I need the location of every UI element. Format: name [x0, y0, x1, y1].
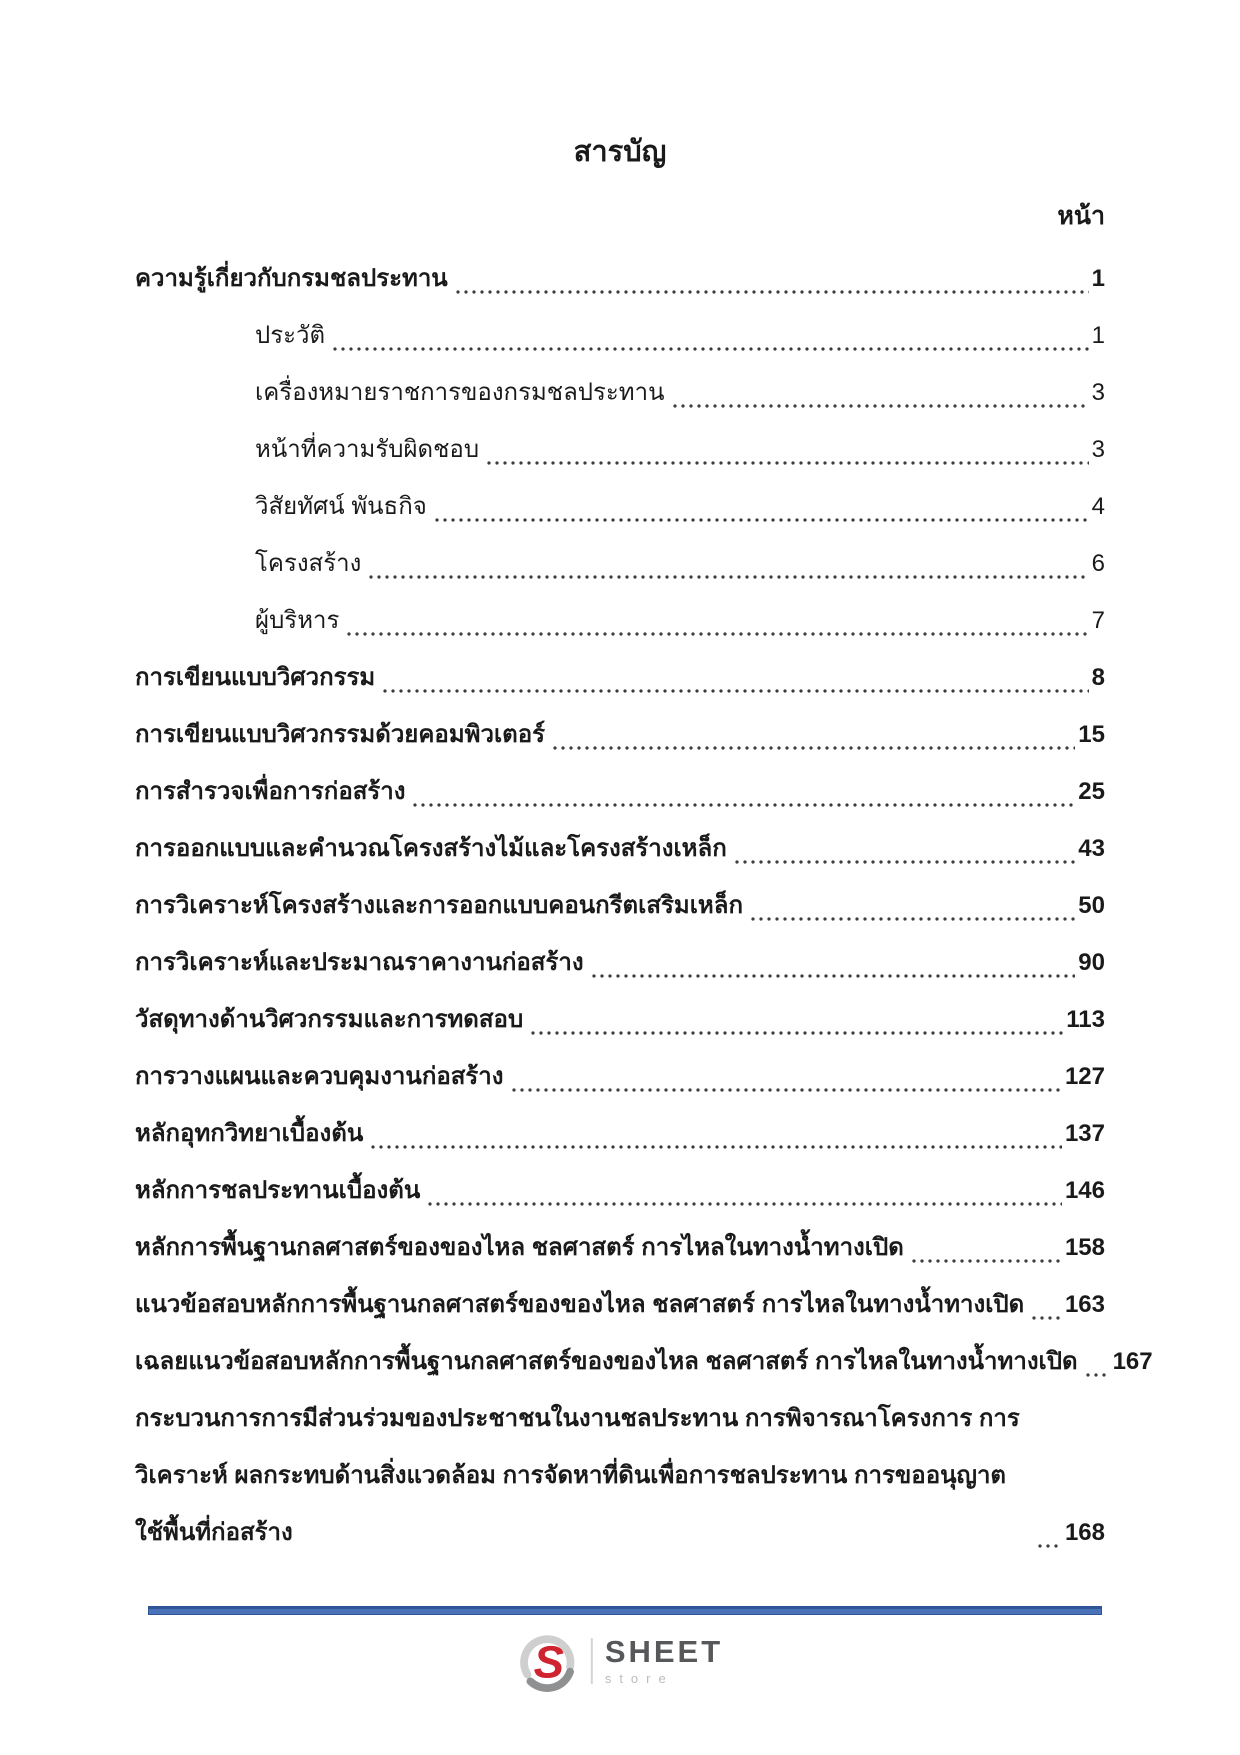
toc-entry-page: 43: [1078, 835, 1105, 862]
dot-leader: [910, 1219, 1062, 1276]
dot-leader: [733, 820, 1076, 877]
toc-entry-label: การวางแผนและควบคุมงานก่อสร้าง: [135, 1063, 504, 1090]
toc-list: [135, 250, 1153, 1561]
toc-entry-page: 50: [1078, 892, 1105, 919]
toc-entry-label: ผู้บริหาร: [255, 607, 340, 634]
toc-entry-page: 168: [1064, 1519, 1105, 1546]
toc-entry-page: 167: [1112, 1348, 1153, 1375]
toc-entry-label: การสำรวจเพื่อการก่อสร้าง: [135, 778, 406, 805]
toc-entry: [135, 820, 1105, 877]
toc-entry-label: ความรู้เกี่ยวกับกรมชลประทาน: [135, 265, 448, 292]
toc-entry-label: โครงสร้าง: [255, 550, 362, 577]
toc-entry: [135, 1048, 1105, 1105]
sheet-store-s-icon: [517, 1630, 579, 1692]
dot-leader: [590, 934, 1076, 991]
toc-entry-page: 113: [1066, 1006, 1105, 1033]
toc-entry: [135, 592, 1105, 649]
toc-entry-label: การวิเคราะห์และประมาณราคางานก่อสร้าง: [135, 949, 584, 976]
toc-entry-page: 163: [1064, 1291, 1105, 1318]
toc-entry-label: วัสดุทางด้านวิศวกรรมและการทดสอบ: [135, 1006, 524, 1033]
toc-entry: [135, 763, 1105, 820]
toc-entry-label: หลักการชลประทานเบื้องต้น: [135, 1177, 421, 1204]
dot-leader: [331, 307, 1089, 364]
dot-leader: [510, 1048, 1062, 1105]
toc-entry: [135, 250, 1105, 307]
toc-entry-label: การออกแบบและคำนวณโครงสร้างไม้และโครงสร้างเหล็ก: [135, 835, 727, 862]
page-title: สารบัญ: [573, 136, 667, 168]
svg-text:S: S: [533, 1636, 564, 1688]
dot-leader: [454, 250, 1089, 307]
toc-entry-page: 158: [1064, 1234, 1105, 1261]
toc-entry: [135, 421, 1105, 478]
toc-entry-page: 3: [1091, 379, 1105, 406]
toc-entry: [135, 1162, 1105, 1219]
toc-entry-label: หลักอุทกวิทยาเบื้องต้น: [135, 1120, 364, 1147]
toc-entry: [135, 706, 1105, 763]
toc-entry: [135, 307, 1105, 364]
logo-brand-text: SHEET: [604, 1634, 724, 1670]
footer-divider: [148, 1606, 1102, 1615]
toc-entry-label: การเขียนแบบวิศวกรรม: [135, 664, 376, 691]
toc-entry: [135, 1390, 1105, 1561]
toc-entry: [135, 364, 1105, 421]
dot-leader: [551, 706, 1075, 763]
footer-logo: [517, 1630, 723, 1692]
toc-entry: [135, 649, 1105, 706]
toc-entry-page: 6: [1091, 550, 1105, 577]
dot-leader: [529, 991, 1063, 1048]
toc-entry: [135, 1333, 1153, 1390]
toc-entry-label: หน้าที่ความรับผิดชอบ: [255, 436, 480, 463]
dot-leader: [485, 421, 1089, 478]
toc-entry-label: เฉลยแนวข้อสอบหลักการพื้นฐานกลศาสตร์ของของไหล ชลศาสตร์ การไหลในทางน้ำทางเปิด: [135, 1348, 1078, 1375]
toc-entry-page: 15: [1078, 721, 1105, 748]
dot-leader: [369, 1105, 1062, 1162]
dot-leader: [1084, 1333, 1110, 1390]
toc-entry-page: 146: [1064, 1177, 1105, 1204]
dot-leader: [749, 877, 1075, 934]
toc-entry: [135, 877, 1105, 934]
toc-entry: [135, 934, 1105, 991]
toc-entry-page: 1: [1091, 265, 1105, 292]
toc-entry: [135, 1276, 1105, 1333]
toc-entry-page: 8: [1091, 664, 1105, 691]
toc-entry-label: เครื่องหมายราชการของกรมชลประทาน: [255, 379, 665, 406]
toc-entry-label: กระบวนการการมีส่วนร่วมของประชาชนในงานชลประทาน การพิจารณาโครงการ การวิเคราะห์ ผลกระทบด้านสิ่งแวดล้อม การจัดหาที่ดินเพื่อการชลประทาน การขออนุญาตใช้พื้นที่ก่อสร้าง: [135, 1405, 1020, 1546]
toc-entry-label: การวิเคราะห์โครงสร้างและการออกแบบคอนกรีตเสริมเหล็ก: [135, 892, 743, 919]
toc-entry: [135, 991, 1105, 1048]
dot-leader: [671, 364, 1089, 421]
toc-entry-page: 127: [1064, 1063, 1105, 1090]
dot-leader: [411, 763, 1075, 820]
toc-entry-label: ประวัติ: [255, 322, 326, 349]
toc-entry-label: แนวข้อสอบหลักการพื้นฐานกลศาสตร์ของของไหล ชลศาสตร์ การไหลในทางน้ำทางเปิด: [135, 1291, 1025, 1318]
dot-leader: [1030, 1276, 1062, 1333]
toc-entry-page: 137: [1064, 1120, 1105, 1147]
toc-entry: [135, 1219, 1105, 1276]
toc-entry-label: หลักการพื้นฐานกลศาสตร์ของของไหล ชลศาสตร์ การไหลในทางน้ำทางเปิด: [135, 1234, 904, 1261]
toc-entry-page: 25: [1078, 778, 1105, 805]
toc-entry-page: 7: [1091, 607, 1105, 634]
toc-entry-page: 3: [1091, 436, 1105, 463]
page-column-header: หน้า: [1057, 202, 1105, 230]
toc-entry-page: 90: [1078, 949, 1105, 976]
toc-entry-label: วิสัยทัศน์ พันธกิจ: [255, 493, 427, 520]
toc-entry: [135, 478, 1105, 535]
logo-text: [605, 1636, 723, 1686]
toc-entry-page: 1: [1091, 322, 1105, 349]
toc-entry-label: การเขียนแบบวิศวกรรมด้วยคอมพิวเตอร์: [135, 721, 546, 748]
dot-leader: [367, 535, 1088, 592]
toc-entry-page: 4: [1091, 493, 1105, 520]
dot-leader: [381, 649, 1088, 706]
dot-leader: [345, 592, 1088, 649]
dot-leader: [426, 1162, 1062, 1219]
toc-entry: [135, 1105, 1105, 1162]
dot-leader: [1036, 1390, 1062, 1561]
toc-entry: [135, 535, 1105, 592]
logo-sub-text: store: [604, 1670, 674, 1686]
dot-leader: [433, 478, 1089, 535]
logo-divider: [591, 1638, 593, 1684]
